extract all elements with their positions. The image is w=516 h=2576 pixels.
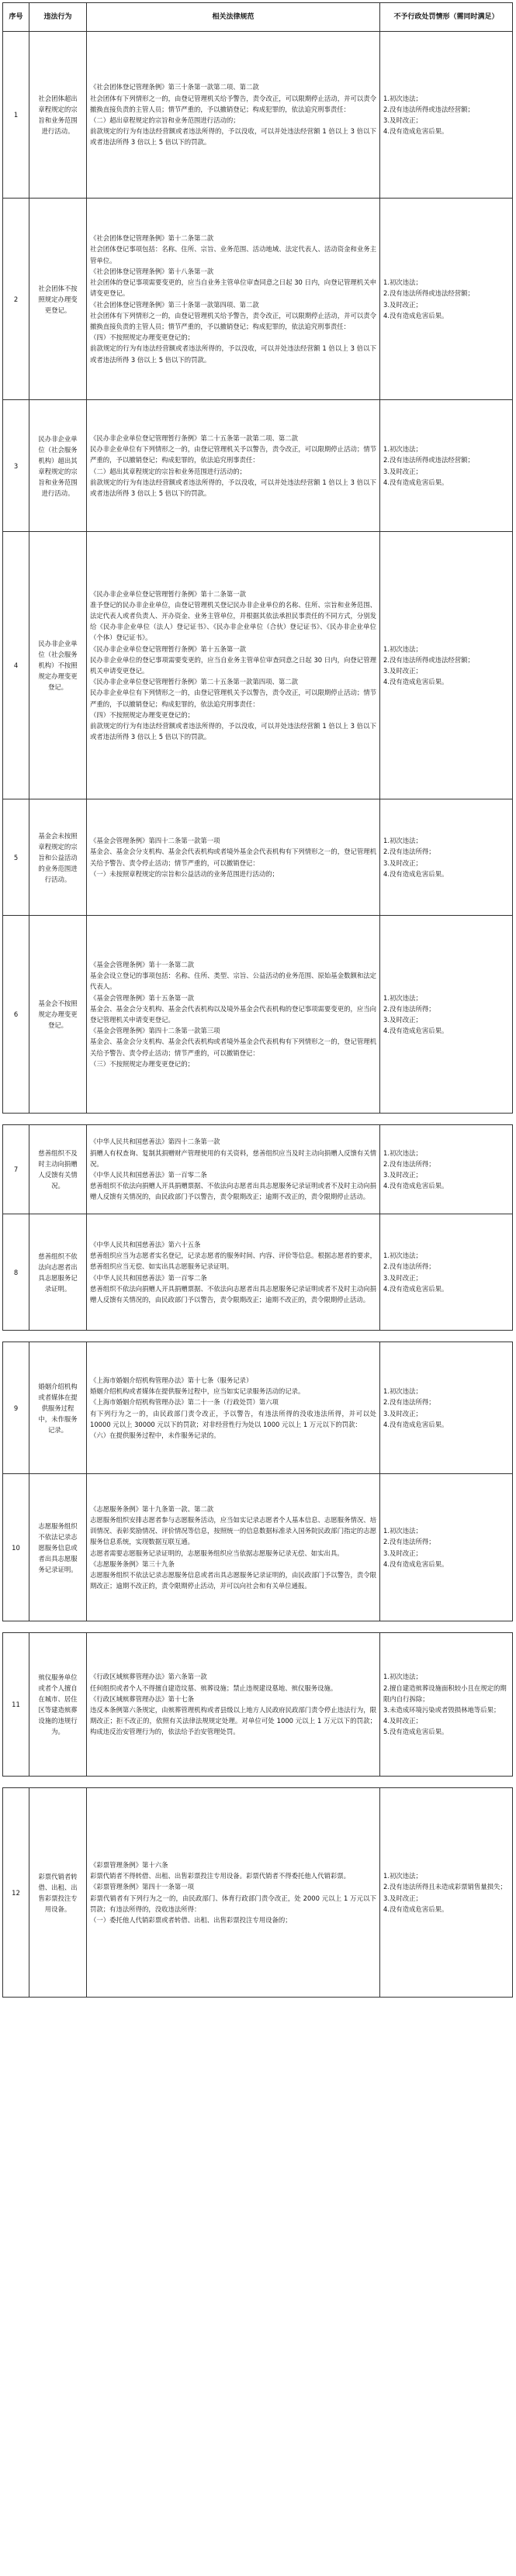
law-paragraph: 民办非企业单位有下列情形之一的，由登记管理机关予以警告，责令改正，可以限期停止活动；情节严重的，予以撤销登记；构成犯罪的，依法追究刑事责任： bbox=[90, 445, 376, 464]
row-number: 7 bbox=[3, 1125, 29, 1214]
header-law: 相关法律规范 bbox=[87, 3, 380, 32]
exemption-conditions bbox=[380, 1788, 513, 1998]
law-paragraph: 《社会团体登记管理条例》第三十条第一款第四项、第二款 bbox=[90, 300, 259, 309]
law-paragraph: 《彩票管理条例》第十六条 bbox=[90, 1860, 168, 1869]
table-row bbox=[3, 1342, 513, 1474]
spacer-cell bbox=[3, 1621, 513, 1633]
condition-item: 4.没有造成危害后果。 bbox=[383, 1904, 448, 1913]
condition-item: 3.及时改正； bbox=[383, 1894, 422, 1902]
law-paragraph: （四）不按照规定办理变更登记的； bbox=[90, 333, 194, 342]
condition-item: 2.没有违法所得且未造成彩票销售量损失； bbox=[383, 1883, 507, 1891]
condition-item: 1.初次违法； bbox=[383, 837, 422, 845]
law-paragraph: （二）超出其章程规定的宗旨和业务范围进行活动的； bbox=[90, 467, 246, 475]
condition-item: 4.没有造成危害后果。 bbox=[383, 1559, 448, 1568]
law-paragraph: 《民办非企业单位登记管理暂行条例》第二十五条第一款第二项、第二款 bbox=[90, 433, 298, 442]
table-body bbox=[3, 32, 513, 1998]
law-paragraph: 《民办非企业单位登记管理暂行条例》第二十五条第一款第四项、第二款 bbox=[90, 678, 298, 686]
table-row bbox=[3, 199, 513, 400]
violation-act: 婚姻介绍机构或者媒体在提供服务过程中，未作服务记录。 bbox=[29, 1342, 87, 1474]
law-paragraph: 彩票代销者不得转借、出租、出售彩票投注专用设备。彩票代销者不得委托他人代销彩票。 bbox=[90, 1872, 350, 1880]
violation-act: 彩票代销者转借、出租、出售彩票投注专用设备。 bbox=[29, 1788, 87, 1998]
header-act: 违法行为 bbox=[29, 3, 87, 32]
law-paragraph: 《基金会管理条例》第十五条第一款 bbox=[90, 993, 194, 1002]
law-paragraph: （四）不按照规定办理变更登记的； bbox=[90, 710, 194, 719]
table-row bbox=[3, 1633, 513, 1777]
condition-item: 1.初次违法； bbox=[383, 445, 422, 454]
law-paragraph: 《中华人民共和国慈善法》第一百零二条 bbox=[90, 1273, 207, 1282]
row-number: 3 bbox=[3, 400, 29, 532]
legal-provisions bbox=[87, 1788, 380, 1998]
condition-item: 2.没有违法所得； bbox=[383, 1398, 435, 1407]
condition-item: 1.初次违法； bbox=[383, 993, 422, 1002]
condition-item: 4.没有造成危害后果。 bbox=[383, 1284, 448, 1293]
spacer-cell bbox=[3, 1114, 513, 1125]
row-number: 8 bbox=[3, 1214, 29, 1331]
page-break-spacer bbox=[3, 1621, 513, 1633]
spacer-cell bbox=[3, 1777, 513, 1788]
law-paragraph: 前款规定的行为有违法经营额或者违法所得的，予以没收，可以并处违法经营额 1 倍以上 3 倍以下或者违法所得 3 倍以上 5 倍以下的罚款。 bbox=[90, 344, 376, 364]
condition-item: 4.没有造成危害后果。 bbox=[383, 1182, 448, 1190]
condition-item: 3.及时改正； bbox=[383, 467, 422, 475]
law-paragraph: （三）不按照规定办理变更登记的； bbox=[90, 1059, 194, 1068]
condition-item: 4.没有造成危害后果。 bbox=[383, 478, 448, 486]
exemption-conditions bbox=[380, 1474, 513, 1621]
table-row bbox=[3, 1788, 513, 1998]
page-break-spacer bbox=[3, 1114, 513, 1125]
condition-item: 1.初次违法； bbox=[383, 1872, 422, 1880]
document-page bbox=[2, 2, 512, 1998]
law-paragraph: 《社会团体登记管理条例》第三十条第一款第二项、第二款 bbox=[90, 83, 259, 92]
condition-item: 4.及时改正； bbox=[383, 1717, 422, 1725]
row-number: 9 bbox=[3, 1342, 29, 1474]
table-row bbox=[3, 32, 513, 199]
law-paragraph: 前款规定的行为有违法经营额或者违法所得的，予以没收，可以并处违法经营额 1 倍以上 3 倍以下或者违法所得 3 倍以上 5 倍以下的罚款。 bbox=[90, 478, 376, 497]
law-paragraph: 《行政区域殡葬管理办法》第十七条 bbox=[90, 1694, 194, 1703]
condition-item: 3.及时改正； bbox=[383, 116, 422, 124]
condition-item: 2.没有违法所得或违法经营额； bbox=[383, 456, 474, 464]
law-paragraph: 前款规定的行为有违法经营额或者违法所得的，予以没收，可以并处违法经营额 1 倍以上 3 倍以下或者违法所得 3 倍以上 5 倍以下的罚款。 bbox=[90, 127, 376, 147]
table-row bbox=[3, 799, 513, 916]
condition-item: 2.没有违法所得； bbox=[383, 1159, 435, 1168]
law-paragraph: 捐赠人有权查询、复制其捐赠财产管理使用的有关资料，慈善组织应当及时主动向捐赠人反馈有关情况。 bbox=[90, 1148, 376, 1168]
law-paragraph: 《中华人民共和国慈善法》第一百零二条 bbox=[90, 1171, 207, 1179]
law-paragraph: 《上海市婚姻介绍机构管理办法》第十七条（服务记录） bbox=[90, 1376, 253, 1384]
condition-item: 4.没有造成危害后果。 bbox=[383, 869, 448, 878]
law-paragraph: 社会团体登记事项包括：名称、住所、宗旨、业务范围、活动地域、法定代表人、活动资金和业务主管单位。 bbox=[90, 245, 376, 264]
law-paragraph: 违反本条例第六条规定，由殡葬管理机构或者县级以上地方人民政府民政部门责令停止违法行为，限期改正；拒不改正的，依照有关法律法规规定处理。对单位可处 1000 元以上 1 万元以下的罚款；构成违反治安管理行为的，依法给予治安管理处罚。 bbox=[90, 1706, 376, 1736]
law-paragraph: 彩票代销者有下列行为之一的，由民政部门、体育行政部门责令改正，处 2000 元以上 1 万元以下罚款；有违法所得的，没收违法所得： bbox=[90, 1894, 376, 1913]
condition-item: 2.没有违法所得； bbox=[383, 1004, 435, 1013]
condition-item: 2.擅自建造殡葬设施面积较小且在规定的期限内自行拆除； bbox=[383, 1683, 507, 1703]
law-paragraph: 民办非企业单位的登记事项需要变更的，应当自业务主管单位审查同意之日起 30 日内，向登记管理机关申请变更登记。 bbox=[90, 655, 376, 675]
law-paragraph: 《基金会管理条例》第四十二条第一款第三项 bbox=[90, 1027, 220, 1035]
exemption-conditions bbox=[380, 199, 513, 400]
law-paragraph: 《志愿服务条例》第三十九条 bbox=[90, 1559, 175, 1568]
law-paragraph: 志愿服务组织安排志愿者参与志愿服务活动，应当如实记录志愿者个人基本信息、志愿服务情况、培训情况、表彰奖励情况、评价情况等信息，按照统一的信息数据标准录入国务院民政部门指定的志愿服务信息系统，实现数据互联互通。 bbox=[90, 1515, 376, 1546]
exemption-conditions bbox=[380, 1342, 513, 1474]
legal-provisions bbox=[87, 1633, 380, 1777]
condition-item: 2.没有违法所得； bbox=[383, 848, 435, 856]
header-seq: 序号 bbox=[3, 3, 29, 32]
exemption-conditions bbox=[380, 1214, 513, 1331]
condition-item: 3.及时改正； bbox=[383, 667, 422, 675]
exemption-conditions bbox=[380, 32, 513, 199]
law-paragraph: 婚姻介绍机构或者媒体在提供服务过程中，应当如实记录服务活动的记录。 bbox=[90, 1387, 305, 1396]
law-paragraph: 基金会、基金会分支机构、基金会代表机构或者境外基金会代表机构有下列情形之一的，登记管理机关给予警告、责令停止活动；情节严重的，可以撤销登记： bbox=[90, 1038, 376, 1057]
legal-provisions bbox=[87, 199, 380, 400]
exemption-conditions bbox=[380, 1633, 513, 1777]
legal-provisions bbox=[87, 400, 380, 532]
row-number: 1 bbox=[3, 32, 29, 199]
law-paragraph: （一）未按照章程规定的宗旨和公益活动的业务范围进行活动的； bbox=[90, 869, 279, 878]
exemption-conditions bbox=[380, 532, 513, 799]
violation-act: 志愿服务组织不依法记录志愿服务信息或者出具志愿服务记录证明。 bbox=[29, 1474, 87, 1621]
law-paragraph: （六）在提供服务过程中，未作服务记录的。 bbox=[90, 1431, 220, 1439]
law-paragraph: 前款规定的行为有违法经营额或者违法所得的，予以没收，可以并处违法经营额 1 倍以上 3 倍以下或者违法所得 3 倍以上 5 倍以下的罚款。 bbox=[90, 722, 376, 741]
condition-item: 3.及时改正； bbox=[383, 300, 422, 309]
law-paragraph: 任何组织或者个人不得擅自建造坟墓、殡葬设施；禁止违规建设墓地、殡仪服务设施。 bbox=[90, 1683, 338, 1692]
condition-item: 2.没有违法所得； bbox=[383, 1538, 435, 1546]
row-number: 2 bbox=[3, 199, 29, 400]
condition-item: 3.及时改正； bbox=[383, 1016, 422, 1024]
law-paragraph: 慈善组织不依法向捐赠人开具捐赠票据、不依法向志愿者出具志愿服务记录证明或者不及时主动向捐赠人反馈有关情况的，由民政部门予以警告，责令限期改正；逾期不改正的，责令限期停止活动。 bbox=[90, 1182, 376, 1201]
condition-item: 1.初次违法； bbox=[383, 1387, 422, 1396]
law-paragraph: 《民办非企业单位登记管理暂行条例》第十五条第一款 bbox=[90, 644, 246, 653]
legal-provisions bbox=[87, 1125, 380, 1214]
law-paragraph: 《基金会管理条例》第十一条第二款 bbox=[90, 960, 194, 969]
penalty-exemption-table bbox=[2, 2, 513, 1998]
law-paragraph: 《上海市婚姻介绍机构管理办法》第二十一条（行政处罚）第六项 bbox=[90, 1398, 279, 1407]
law-paragraph: 《行政区域殡葬管理办法》第六条第一款 bbox=[90, 1673, 207, 1681]
row-number: 12 bbox=[3, 1788, 29, 1998]
condition-item: 1.初次违法； bbox=[383, 1148, 422, 1157]
law-paragraph: 慈善组织应当为志愿者实名登记，记录志愿者的服务时间、内容、评价等信息。根据志愿者的要求，慈善组织应当无偿、如实出具志愿服务记录证明。 bbox=[90, 1252, 376, 1271]
legal-provisions bbox=[87, 1214, 380, 1331]
law-paragraph: 社会团体有下列情形之一的，由登记管理机关给予警告，责令改正，可以限期停止活动，并可以责令撤换直接负责的主管人员；情节严重的，予以撤销登记；构成犯罪的，依法追究刑事责任： bbox=[90, 311, 376, 330]
violation-act: 殡仪服务单位或者个人擅自在城市、居住区等建造殡葬设施的违规行为。 bbox=[29, 1633, 87, 1777]
table-row bbox=[3, 1474, 513, 1621]
legal-provisions bbox=[87, 1342, 380, 1474]
condition-item: 1.初次违法； bbox=[383, 1252, 422, 1260]
legal-provisions bbox=[87, 916, 380, 1114]
row-number: 11 bbox=[3, 1633, 29, 1777]
condition-item: 1.初次违法； bbox=[383, 94, 422, 102]
law-paragraph: 志愿服务组织不依法记录志愿服务信息或者出具志愿服务记录证明的，由民政部门予以警告，责令限期改正；逾期不改正的，责令限期停止活动，并可以向社会和有关单位通报。 bbox=[90, 1570, 376, 1590]
condition-item: 3.及时改正； bbox=[383, 858, 422, 867]
condition-item: 4.没有造成危害后果。 bbox=[383, 1027, 448, 1035]
table-row bbox=[3, 1214, 513, 1331]
exemption-conditions bbox=[380, 916, 513, 1114]
violation-act: 民办非企业单位（社会服务机构）不按照规定办理变更登记。 bbox=[29, 532, 87, 799]
legal-provisions bbox=[87, 532, 380, 799]
header-cond: 不予行政处罚情形（需同时满足） bbox=[380, 3, 513, 32]
condition-item: 1.初次违法； bbox=[383, 644, 422, 653]
condition-item: 2.没有违法所得； bbox=[383, 1262, 435, 1271]
law-paragraph: （一）委托他人代销彩票或者转借、出租、出售彩票投注专用设备的； bbox=[90, 1915, 292, 1924]
law-paragraph: 《社会团体登记管理条例》第十八条第一款 bbox=[90, 267, 214, 275]
law-paragraph: 有下列行为之一的，由民政部门责令改正，予以警告，有违法所得的没收违法所得，并可以处 10000 元以上 30000 元以下的罚款；对非经营性行为处以 1000 元以上 1 万元以下的罚款： bbox=[90, 1409, 376, 1428]
condition-item: 1.初次违法； bbox=[383, 1673, 422, 1681]
condition-item: 2.没有违法所得或违法经营额； bbox=[383, 289, 474, 298]
law-paragraph: （二）超出章程规定的宗旨和业务范围进行活动的； bbox=[90, 116, 240, 124]
row-number: 5 bbox=[3, 799, 29, 916]
condition-item: 2.没有违法所得或违法经营额； bbox=[383, 655, 474, 664]
condition-item: 3.未造成环境污染或者毁损林地等后果； bbox=[383, 1706, 500, 1714]
condition-item: 2.没有违法所得或违法经营额； bbox=[383, 105, 474, 113]
legal-provisions bbox=[87, 1474, 380, 1621]
law-paragraph: 基金会、基金会分支机构、基金会代表机构或者境外基金会代表机构有下列情形之一的，登记管理机关给予警告、责令停止活动；情节严重的，可以撤销登记： bbox=[90, 848, 376, 867]
law-paragraph: 基金会、基金会分支机构、基金会代表机构以及境外基金会代表机构的登记事项需要变更的，应当向登记管理机关申请变更登记。 bbox=[90, 1004, 376, 1024]
condition-item: 3.及时改正； bbox=[383, 1273, 422, 1282]
law-paragraph: 《中华人民共和国慈善法》第四十二条第一款 bbox=[90, 1138, 220, 1146]
row-number: 10 bbox=[3, 1474, 29, 1621]
law-paragraph: 志愿者需要志愿服务记录证明的，志愿服务组织应当依据志愿服务记录无偿、如实出具。 bbox=[90, 1549, 344, 1557]
condition-item: 1.初次违法； bbox=[383, 278, 422, 287]
exemption-conditions bbox=[380, 400, 513, 532]
law-paragraph: 准予登记的民办非企业单位，由登记管理机关登记民办非企业单位的名称、住所、宗旨和业务范围、法定代表人或者负责人、开办资金、业务主管单位，并根据其依法承担民事责任的不同方式，分别发给《民办非企业单位（法人）登记证书》、《民办非企业单位（合伙）登记证书》、《民办非企业单位（个体）登记证书》。 bbox=[90, 600, 376, 642]
law-paragraph: 社会团体有下列情形之一的，由登记管理机关给予警告，责令改正，可以限期停止活动，并可以责令撤换直接负责的主管人员；情节严重的，予以撤销登记；构成犯罪的，依法追究刑事责任： bbox=[90, 94, 376, 113]
exemption-conditions bbox=[380, 1125, 513, 1214]
condition-item: 4.没有造成危害后果。 bbox=[383, 1420, 448, 1428]
condition-item: 4.没有造成危害后果。 bbox=[383, 311, 448, 319]
violation-act: 社会团体超出章程规定的宗旨和业务范围进行活动。 bbox=[29, 32, 87, 199]
table-header-row bbox=[3, 3, 513, 32]
law-paragraph: 《志愿服务条例》第十九条第一款、第二款 bbox=[90, 1504, 214, 1513]
violation-act: 基金会未按照章程规定的宗旨和公益活动的业务范围进行活动。 bbox=[29, 799, 87, 916]
condition-item: 3.及时改正； bbox=[383, 1409, 422, 1417]
condition-item: 4.没有造成危害后果。 bbox=[383, 127, 448, 136]
condition-item: 3.及时改正； bbox=[383, 1549, 422, 1557]
exemption-conditions bbox=[380, 799, 513, 916]
law-paragraph: 《社会团体登记管理条例》第十二条第二款 bbox=[90, 234, 214, 243]
condition-item: 1.初次违法； bbox=[383, 1527, 422, 1535]
row-number: 4 bbox=[3, 532, 29, 799]
condition-item: 5.没有造成危害后果。 bbox=[383, 1728, 448, 1736]
law-paragraph: 《中华人民共和国慈善法》第六十五条 bbox=[90, 1240, 201, 1248]
page-break-spacer bbox=[3, 1777, 513, 1788]
violation-act: 民办非企业单位（社会服务机构）超出其章程规定的宗旨和业务范围进行活动。 bbox=[29, 400, 87, 532]
law-paragraph: 社会团体的登记事项需要变更的，应当自业务主管单位审查同意之日起 30 日内，向登记管理机关申请变更登记。 bbox=[90, 278, 376, 298]
table-row bbox=[3, 400, 513, 532]
law-paragraph: 基金会设立登记的事项包括：名称、住所、类型、宗旨、公益活动的业务范围、原始基金数额和法定代表人。 bbox=[90, 972, 376, 991]
condition-item: 4.没有造成危害后果。 bbox=[383, 678, 448, 686]
page-break-spacer bbox=[3, 1331, 513, 1342]
legal-provisions bbox=[87, 32, 380, 199]
law-paragraph: 《基金会管理条例》第四十二条第一款第一项 bbox=[90, 837, 220, 845]
table-row bbox=[3, 1125, 513, 1214]
law-paragraph: 民办非企业单位有下列情形之一的，由登记管理机关予以警告，责令改正，可以限期停止活动；情节严重的，予以撤销登记；构成犯罪的，依法追究刑事责任： bbox=[90, 689, 376, 708]
spacer-cell bbox=[3, 1331, 513, 1342]
law-paragraph: 《彩票管理条例》第四十一条第一项 bbox=[90, 1883, 194, 1891]
violation-act: 社会团体不按照规定办理变更登记。 bbox=[29, 199, 87, 400]
violation-act: 基金会不按照规定办理变更登记。 bbox=[29, 916, 87, 1114]
table-row bbox=[3, 532, 513, 799]
legal-provisions bbox=[87, 799, 380, 916]
table-row bbox=[3, 916, 513, 1114]
law-paragraph: 慈善组织不依法向捐赠人开具捐赠票据、不依法向志愿者出具志愿服务记录证明或者不及时主动向捐赠人反馈有关情况的，由民政部门予以警告，责令限期改正；逾期不改正的，责令限期停止活动。 bbox=[90, 1284, 376, 1304]
law-paragraph: 《民办非企业单位登记管理暂行条例》第十二条第一款 bbox=[90, 589, 246, 598]
row-number: 6 bbox=[3, 916, 29, 1114]
violation-act: 慈善组织不及时主动向捐赠人反馈有关情况。 bbox=[29, 1125, 87, 1214]
condition-item: 3.及时改正； bbox=[383, 1171, 422, 1179]
violation-act: 慈善组织不依法向志愿者出具志愿服务记录证明。 bbox=[29, 1214, 87, 1331]
